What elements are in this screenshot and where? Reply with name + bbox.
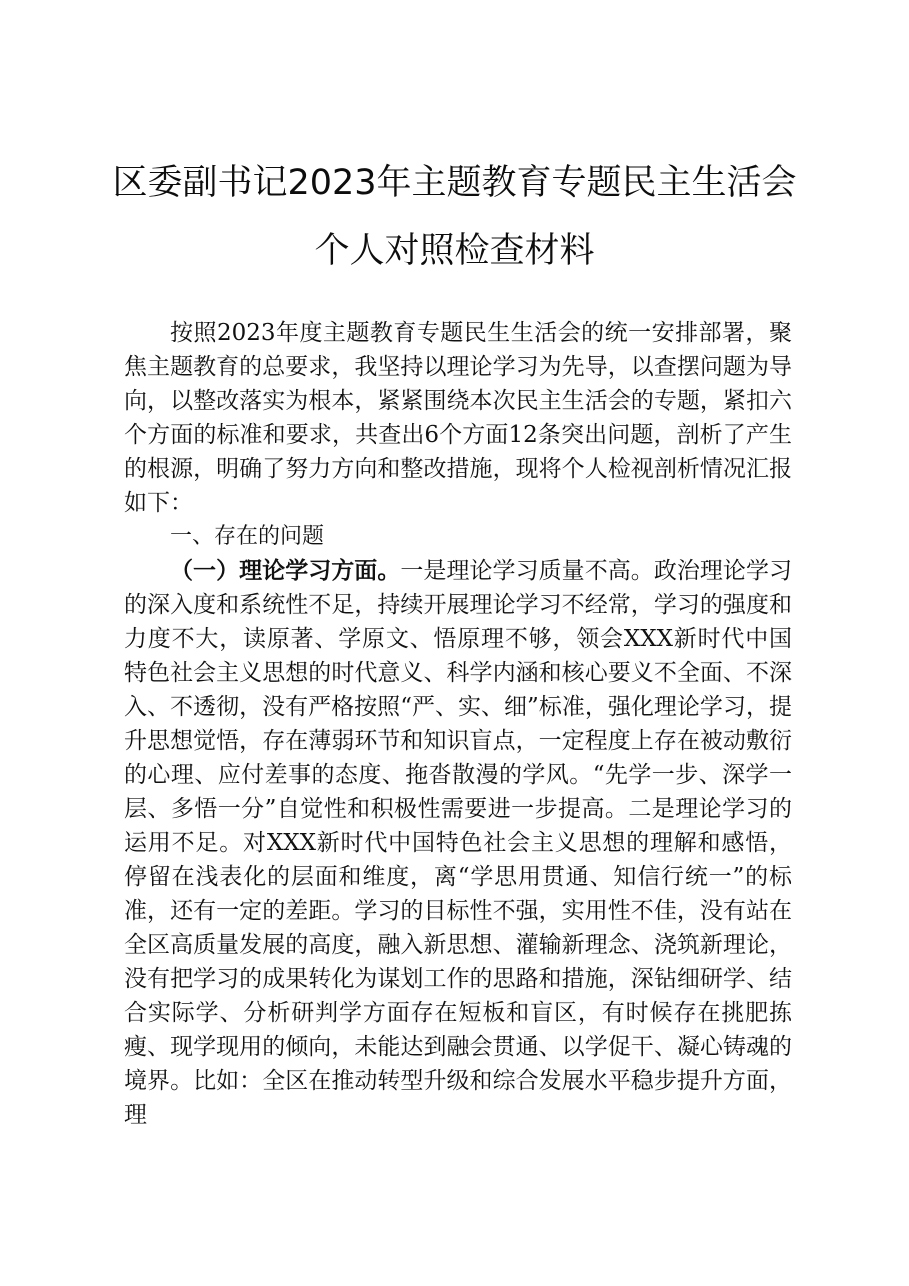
subsection-theory-study [124,554,792,1132]
subsection-text: 一是理论学习质量不高。政治理论学习的深入度和系统性不足，持续开展理论学习不经常，学习的强度和力度不大，读原著、学原文、悟原理不够，领会XXX新时代中国特色社会主义思想的时代意义、科学内涵和核心要义不全面、不深入、不透彻，没有严格按照“严、实、细”标准，强化理论学习，提升思想觉悟，存在薄弱环节和知识盲点，一定程度上存在被动敷衍的心理、应付差事的态度、拖沓散漫的学风。“先学一步、深学一层、多悟一分”自觉性和积极性需要进一步提高。二是理论学习的运用不足。对XXX新时代中国特色社会主义思想的理解和感悟，停留在浅表化的层面和维度，离“学思用贯通、知信行统一”的标准，还有一定的差距。学习的目标性不强，实用性不佳，没有站在全区高质量发展的高度，融入新思想、灌输新理念、浇筑新理论，没有把学习的成果转化为谋划工作的思路和措施，深钻细研学、结合实际学、分析研判学方面存在短板和盲区，有时候存在挑肥拣瘦、现学现用的倾向，未能达到融会贯通、以学促干、凝心铸魂的境界。比如：全区在推动转型升级和综合发展水平稳步提升方面，理 [124,558,793,1128]
document-title-line-2: 个人对照检查材料 [314,231,595,271]
document-body [124,316,792,1132]
document-title-line-1: 区委副书记2023年主题教育专题民主生活会 [112,163,797,203]
section-heading-problems: 一、存在的问题 [170,524,325,549]
subsection-lead: （一）理论学习方面。 [170,558,401,584]
intro-paragraph: 按照2023年度主题教育专题民生生活会的统一安排部署，聚焦主题教育的总要求，我坚持以理论学习为先导，以查摆问题为导向，以整改落实为根本，紧紧围绕本次民主生活会的专题，紧扣六个方面的标准和要求，共查出6个方面12条突出问题，剖析了产生的根源，明确了努力方向和整改措施，现将个人检视剖析情况汇报如下： [124,320,792,516]
